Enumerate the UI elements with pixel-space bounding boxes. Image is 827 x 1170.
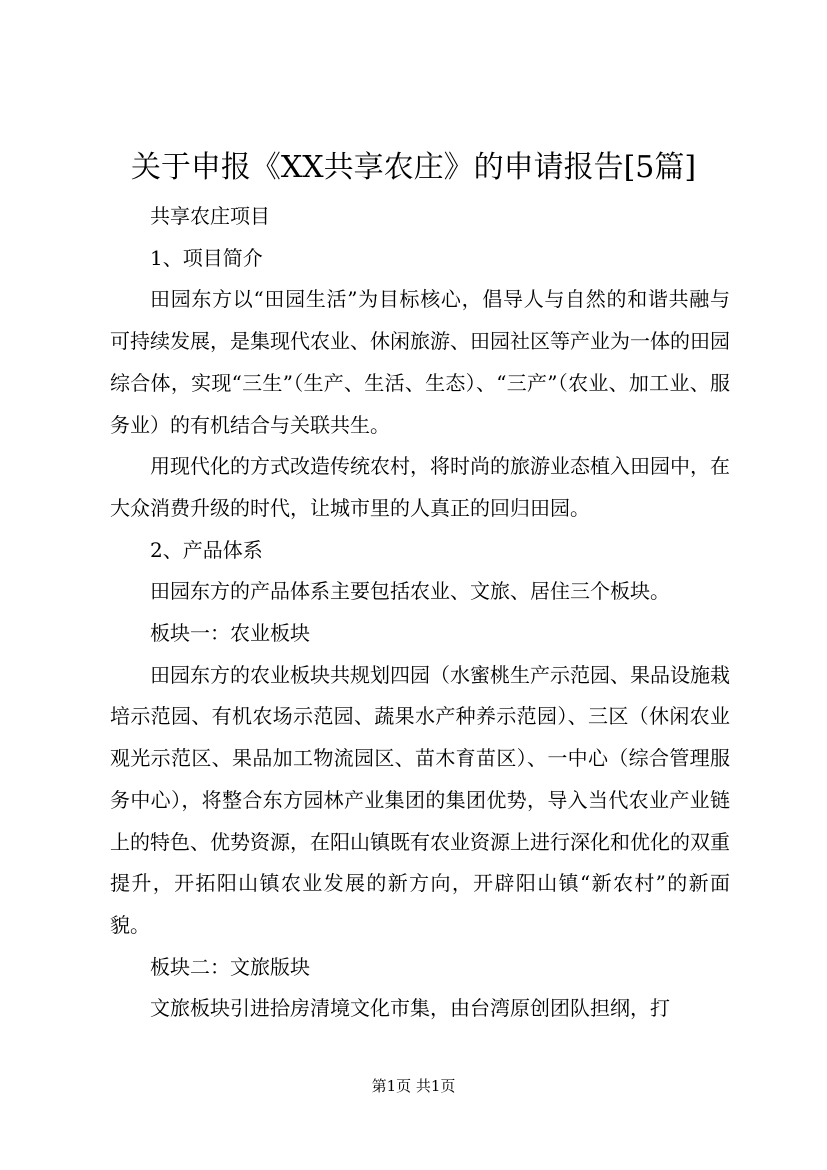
heading-culture-tourism-section: 板块二：文旅版块 (150, 954, 310, 979)
paragraph-intro-2: 用现代化的方式改造传统农村，将时尚的旅游业态植入田园中，在大众消费升级的时代，让城市里的人真正的回归田园。 (110, 454, 730, 520)
document-title: 关于申报《XX共享农庄》的申请报告[5篇] (130, 150, 697, 185)
paragraph-culture-tourism: 文旅板块引进拾房清境文化市集，由台湾原创团队担纲，打 (150, 996, 670, 1021)
paragraph-project-name: 共享农庄项目 (150, 204, 270, 228)
heading-product-system: 2、产品体系 (150, 537, 263, 562)
page-footer: 第1页 共1页 (371, 1077, 456, 1095)
paragraph-product-system: 田园东方的产品体系主要包括农业、文旅、居住三个板块。 (150, 579, 670, 604)
heading-project-intro: 1、项目简介 (150, 245, 263, 270)
document-body (110, 196, 730, 1030)
paragraph-intro-1: 田园东方以“田园生活”为目标核心，倡导人与自然的和谐共融与可持续发展，是集现代农业、休闲旅游、田园社区等产业为一体的田园综合体，实现“三生”（生产、生活、生态）、“三产”（农业、加工业、服务业）的有机结合与关联共生。 (110, 287, 730, 437)
paragraph-agriculture: 田园东方的农业板块共规划四园（水蜜桃生产示范园、果品设施栽培示范园、有机农场示范园、蔬果水产种养示范园）、三区（休闲农业观光示范区、果品加工物流园区、苗木育苗区）、一中心（综合管理服务中心），将整合东方园林产业集团的集团优势，导入当代农业产业链上的特色、优势资源，在阳山镇既有农业资源上进行深化和优化的双重提升，开拓阳山镇农业发展的新方向，开辟阳山镇“新农村”的新面貌。 (110, 662, 730, 937)
heading-agriculture-section: 板块一：农业板块 (150, 621, 310, 646)
